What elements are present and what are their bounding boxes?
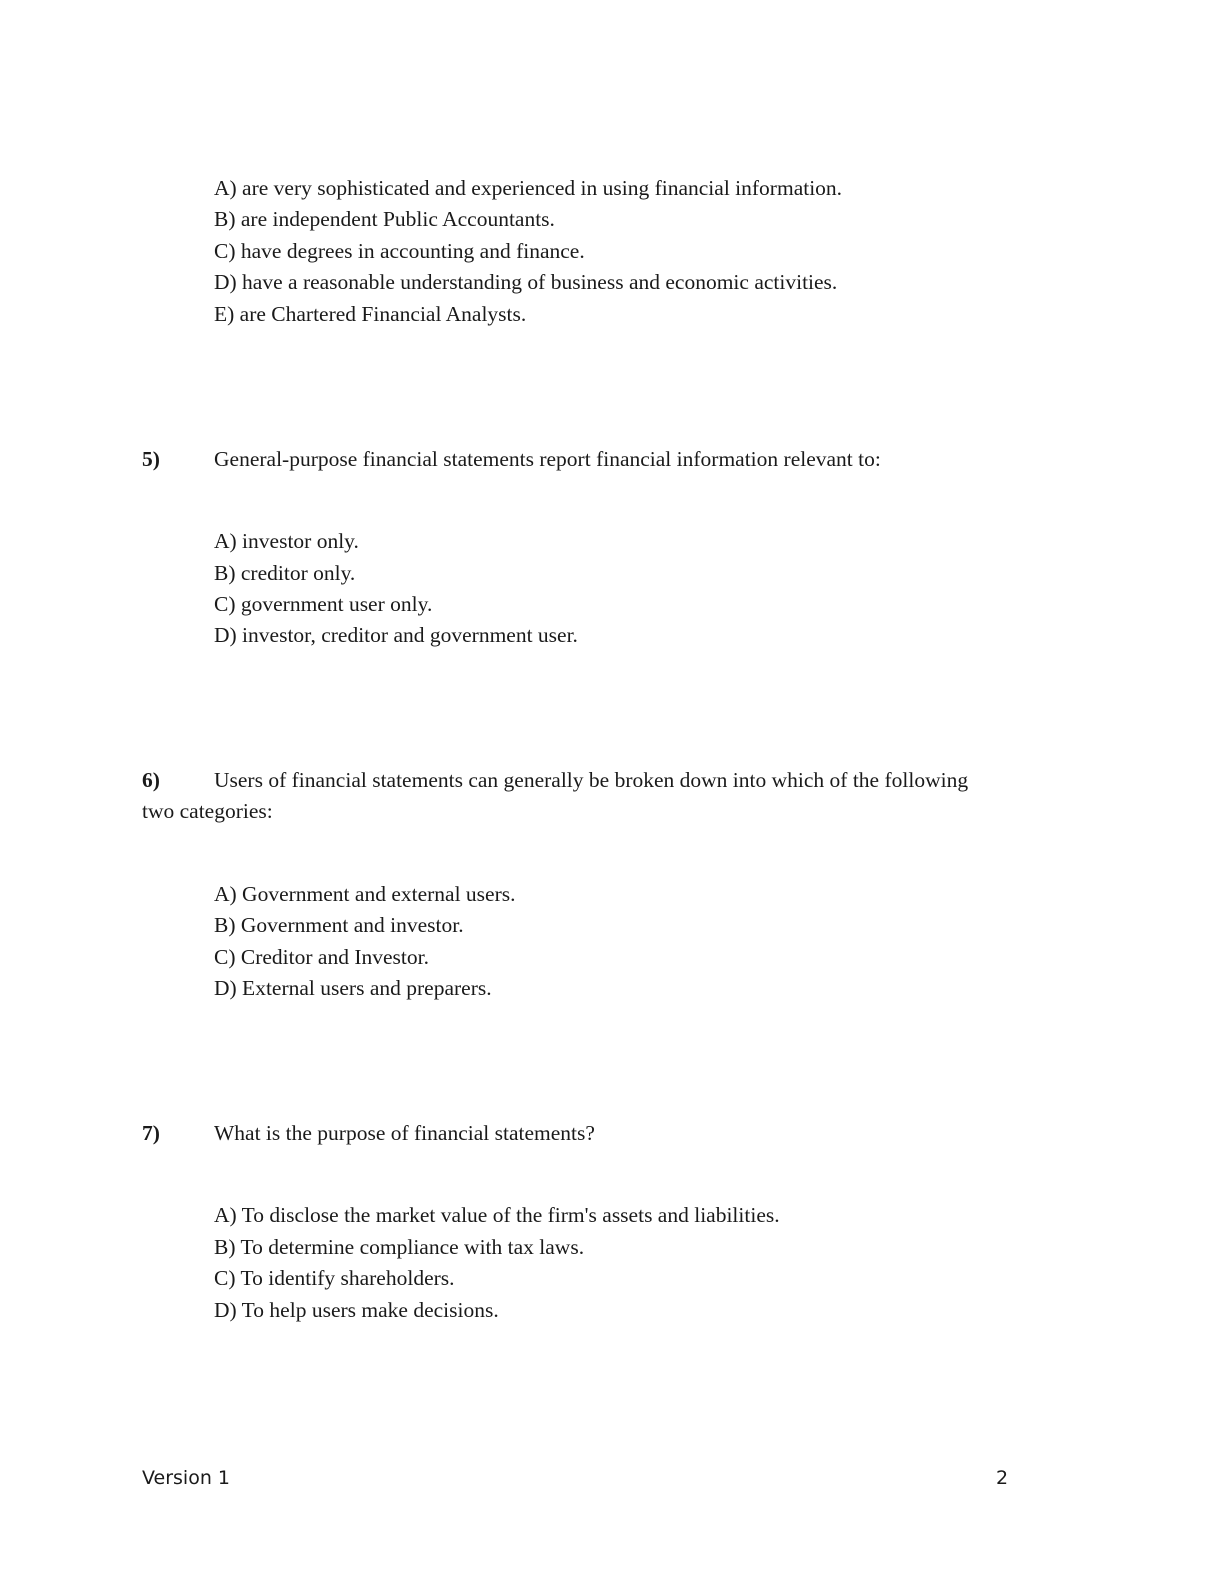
q7-number: 7) xyxy=(142,1121,160,1145)
q6-option-b: B) Government and investor. xyxy=(214,913,464,937)
q5-option-a: A) investor only. xyxy=(214,529,359,553)
q4-option-e: E) are Chartered Financial Analysts. xyxy=(214,302,527,326)
q6-number: 6) xyxy=(142,768,160,792)
q4-option-c: C) have degrees in accounting and finance. xyxy=(214,239,585,263)
q6-option-c: C) Creditor and Investor. xyxy=(214,945,429,969)
footer-version: Version 1 xyxy=(142,1467,230,1489)
q6-option-a: A) Government and external users. xyxy=(214,882,516,906)
q7-option-d: D) To help users make decisions. xyxy=(214,1298,499,1322)
q4-option-b: B) are independent Public Accountants. xyxy=(214,207,555,231)
q4-option-a: A) are very sophisticated and experienced in using financial information. xyxy=(214,176,843,200)
q6-option-d: D) External users and preparers. xyxy=(214,976,492,1000)
q5-text: General-purpose financial statements report financial information relevant to: xyxy=(214,447,881,471)
q7-text: What is the purpose of financial statements? xyxy=(214,1121,595,1145)
q7-option-c: C) To identify shareholders. xyxy=(214,1266,455,1290)
q5-option-c: C) government user only. xyxy=(214,592,433,616)
footer-page-number: 2 xyxy=(996,1467,1009,1489)
q6-text-line1: Users of financial statements can generally be broken down into which of the following xyxy=(214,768,969,792)
q5-number: 5) xyxy=(142,447,160,471)
q4-option-d: D) have a reasonable understanding of business and economic activities. xyxy=(214,270,838,294)
q5-option-b: B) creditor only. xyxy=(214,561,356,585)
q7-option-b: B) To determine compliance with tax laws. xyxy=(214,1235,585,1259)
q6-text-line2: two categories: xyxy=(142,799,273,823)
q7-option-a: A) To disclose the market value of the firm's assets and liabilities. xyxy=(214,1203,780,1227)
q5-option-d: D) investor, creditor and government user. xyxy=(214,623,578,647)
